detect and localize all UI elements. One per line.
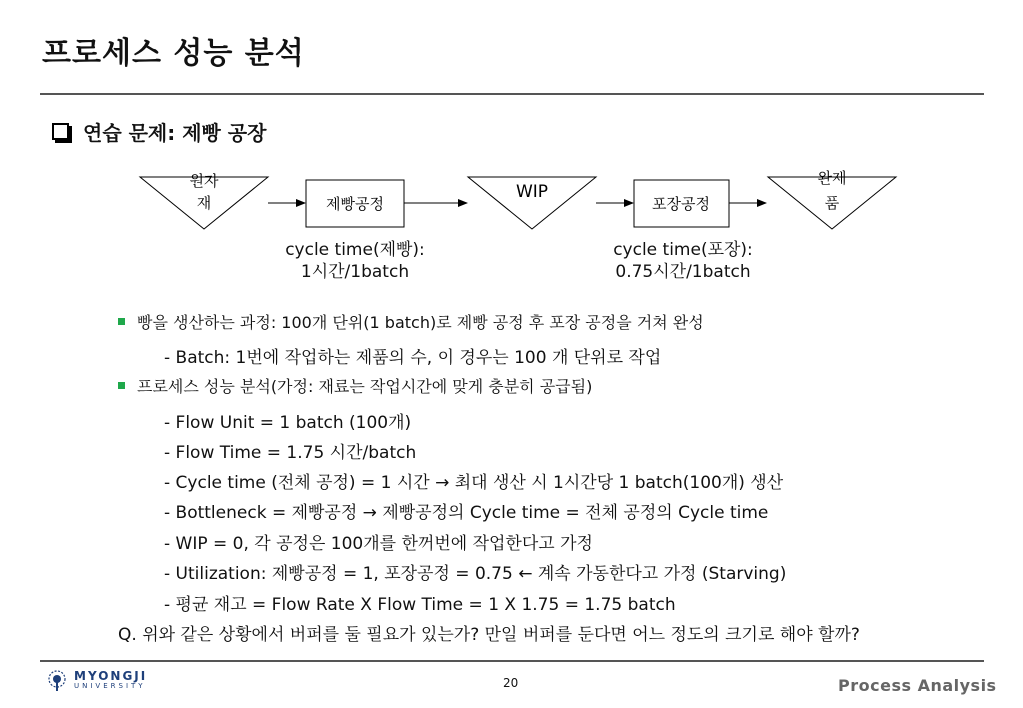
- sub-item: - Flow Unit = 1 batch (100개): [164, 413, 412, 433]
- finished-goods-label-2: 품: [824, 194, 840, 212]
- wip-label: WIP: [515, 182, 549, 202]
- bullet-1-text: 빵을 생산하는 과정: 100개 단위(1 batch)로 제빵 공정 후 포장 공정을 거쳐 완성: [137, 313, 704, 332]
- footer-course-title: Process Analysis: [838, 676, 997, 695]
- university-logo: [46, 670, 147, 692]
- page-number: 20: [503, 676, 519, 690]
- bullet-square-icon: [118, 318, 125, 325]
- cycle-time-packaging-line2: 0.75시간/1batch: [615, 262, 751, 282]
- sub-item: - Cycle time (전체 공정) = 1 시간 → 최대 생산 시 1시간당 1 batch(100개) 생산: [164, 473, 784, 493]
- logo-name: MYONGJI: [74, 669, 148, 683]
- bullet-1: [118, 310, 704, 333]
- bottom-divider: [40, 660, 984, 662]
- packaging-process-label: 포장공정: [652, 195, 710, 213]
- sub-item: - Flow Time = 1.75 시간/batch: [164, 443, 417, 463]
- bullet-square-icon: [118, 382, 125, 389]
- process-flow-diagram: [0, 0, 1023, 300]
- question-text: Q. 위와 같은 상황에서 버퍼를 둘 필요가 있는가? 만일 버퍼를 둔다면 어느 정도의 크기로 해야 할까?: [118, 625, 860, 645]
- raw-material-label-1: 원자: [189, 172, 219, 190]
- section-heading-text: 연습 문제: 제빵 공장: [83, 121, 267, 145]
- cycle-time-packaging-line1: cycle time(포장):: [613, 240, 753, 260]
- bullet-2-text: 프로세스 성능 분석(가정: 재료는 작업시간에 맞게 충분히 공급됨): [137, 377, 593, 396]
- baking-process-label: 제빵공정: [326, 195, 384, 213]
- sub-item: - Batch: 1번에 작업하는 제품의 수, 이 경우는 100 개 단위로 작업: [164, 348, 662, 368]
- cycle-time-baking-line1: cycle time(제빵):: [285, 240, 425, 260]
- tree-emblem-icon: [46, 670, 68, 692]
- bullet-2: [118, 374, 592, 397]
- cycle-time-baking: [262, 239, 448, 283]
- sub-item: - WIP = 0, 각 공정은 100개를 한꺼번에 작업한다고 가정: [164, 534, 593, 554]
- page-title: 프로세스 성능 분석: [42, 36, 305, 71]
- cycle-time-baking-line2: 1시간/1batch: [300, 262, 410, 282]
- sub-item: - Bottleneck = 제빵공정 → 제빵공정의 Cycle time = 전체 공정의 Cycle time: [164, 503, 769, 523]
- sub-item: - 평균 재고 = Flow Rate X Flow Time = 1 X 1.75 = 1.75 batch: [164, 595, 676, 615]
- logo-subname: UNIVERSITY: [74, 682, 146, 690]
- sub-item: - Utilization: 제빵공정 = 1, 포장공정 = 0.75 ← 계속 가동한다고 가정 (Starving): [164, 564, 787, 584]
- finished-goods-label-1: 완제: [817, 169, 847, 187]
- cycle-time-packaging: [588, 239, 778, 283]
- raw-material-label-2: 재: [196, 194, 212, 212]
